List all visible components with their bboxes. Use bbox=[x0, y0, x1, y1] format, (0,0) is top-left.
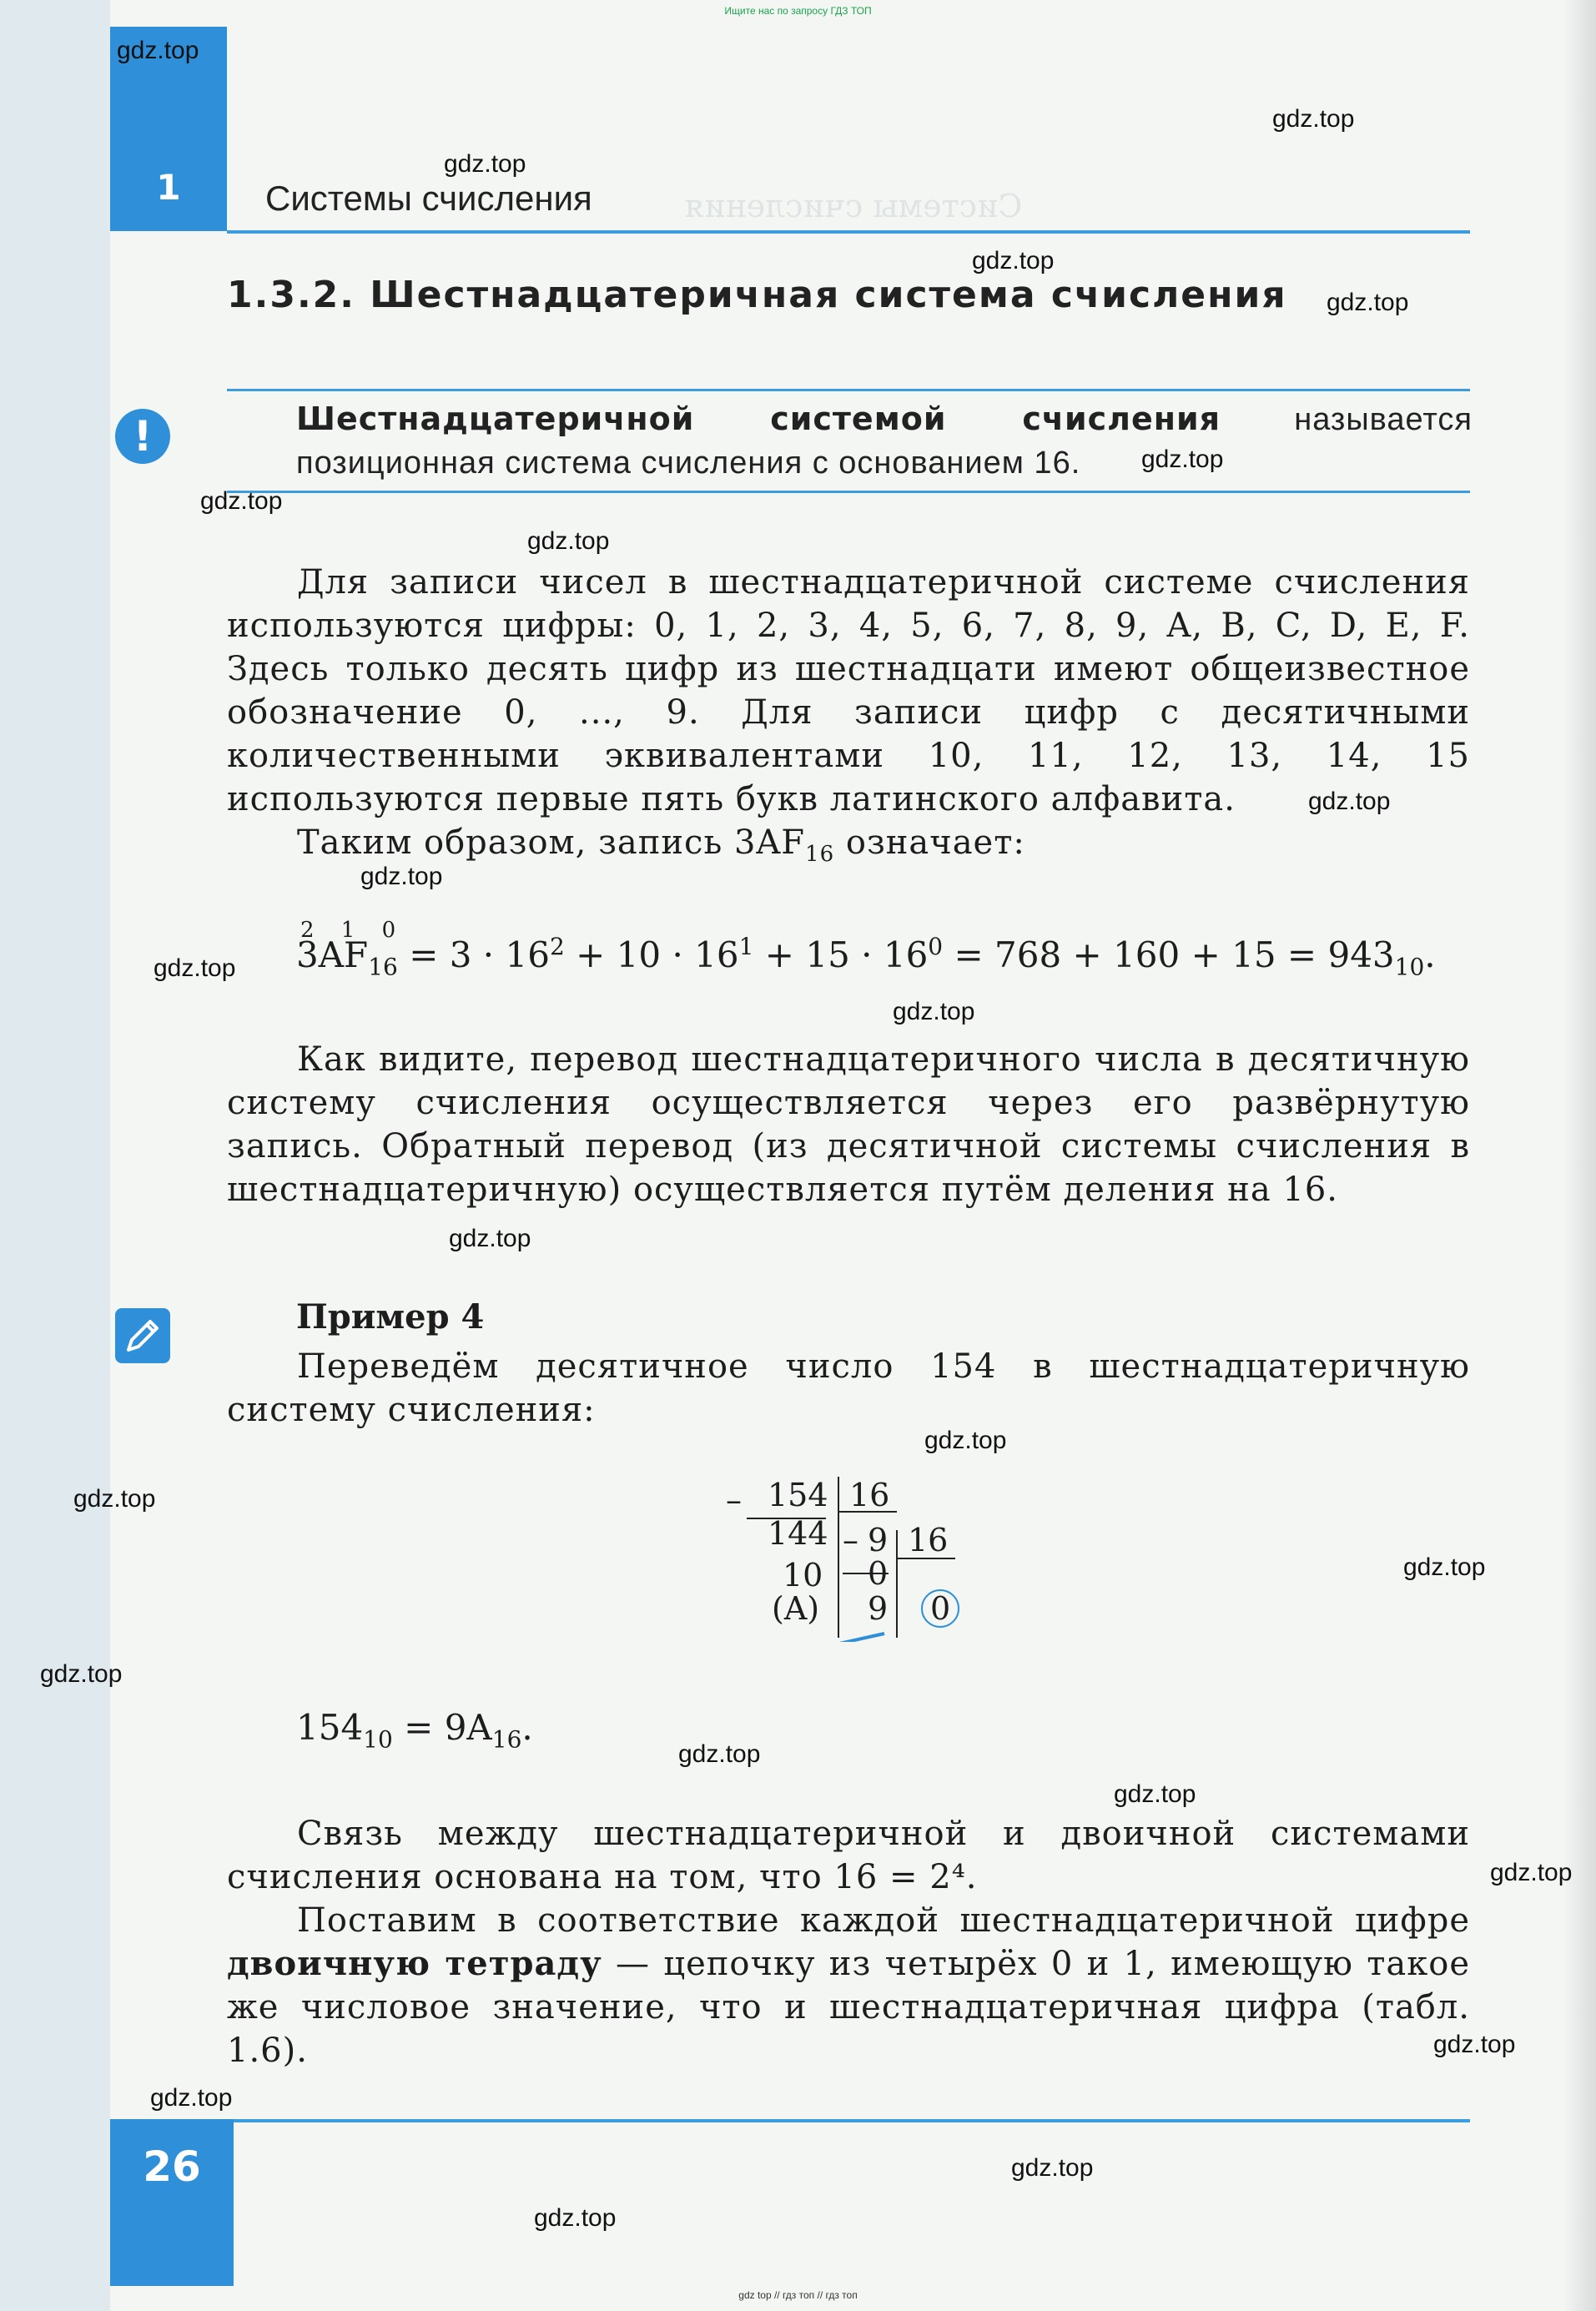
minus-sign-2: – bbox=[843, 1522, 858, 1558]
watermark-text: gdz.top bbox=[444, 150, 526, 178]
watermark-text: gdz.top bbox=[1272, 105, 1355, 133]
watermark-text: gdz.top bbox=[200, 487, 283, 515]
watermark-text: gdz.top bbox=[678, 1740, 761, 1768]
digit-position-labels: 2 1 0 bbox=[300, 918, 406, 943]
formula-power-1: 2 bbox=[549, 933, 565, 960]
definition-bottom-rule bbox=[227, 491, 1470, 493]
watermark-text: gdz.top bbox=[1308, 788, 1391, 815]
result-base-16: 16 bbox=[491, 1725, 522, 1754]
watermark-text: gdz.top bbox=[360, 863, 443, 890]
watermark-text: gdz.top bbox=[449, 1225, 531, 1252]
exclamation-icon: ! bbox=[115, 409, 170, 464]
formula-rhs: = 768 + 160 + 15 = 943 bbox=[943, 934, 1395, 975]
watermark-text: gdz.top bbox=[117, 37, 199, 64]
section-title: 1.3.2. Шестнадцатеричная система счисления bbox=[227, 274, 1287, 316]
result-hex: = 9A bbox=[392, 1707, 492, 1748]
watermark-text: gdz.top bbox=[527, 527, 610, 555]
example-text: Переведём десятичное число 154 в шестнадцатеричную систему счисления: bbox=[227, 1347, 1470, 1429]
definition-top-rule bbox=[227, 389, 1470, 391]
watermark-text: gdz.top bbox=[893, 998, 975, 1025]
result-base-10: 10 bbox=[363, 1725, 393, 1754]
expansion-formula bbox=[296, 933, 1436, 980]
definition-term: Шестнадцатеричной системой счисления bbox=[296, 400, 1221, 437]
watermark-text: gdz.top bbox=[1141, 446, 1224, 473]
watermark-text: gdz.top bbox=[1490, 1859, 1573, 1886]
formula-lhs-base: 16 bbox=[368, 953, 398, 981]
watermark-text: gdz.top bbox=[1403, 1553, 1486, 1581]
paragraph-text: Таким образом, запись 3AF bbox=[297, 823, 806, 862]
formula-lhs: 3AF bbox=[296, 934, 369, 975]
formula-power-2: 1 bbox=[738, 933, 754, 960]
chapter-rule bbox=[227, 230, 1470, 234]
divisor: 16 bbox=[849, 1477, 890, 1513]
chapter-number: 1 bbox=[156, 167, 181, 208]
conversion-result bbox=[296, 1707, 533, 1753]
paragraph-conversion: Как видите, перевод шестнадцатеричного числа в десятичную систему счисления осуществляется через его развёрнутую запись. Обратный перевод (из десятичной системы счисления в шестнадцатеричную) осуществляется путём деления на 16. bbox=[227, 1040, 1470, 1209]
dividend: 154 bbox=[768, 1477, 828, 1513]
watermark-text: gdz.top bbox=[534, 2204, 617, 2232]
formula-term-2: + 10 · 16 bbox=[564, 934, 739, 975]
result-end: . bbox=[521, 1707, 533, 1748]
watermark-text: gdz.top bbox=[154, 954, 236, 982]
definition-rest: называется позиционная система счисления с основанием 16. bbox=[296, 402, 1473, 481]
formula-end: . bbox=[1424, 934, 1436, 975]
watermark-text: gdz.top bbox=[1114, 1780, 1196, 1808]
paragraph-digits: Для записи чисел в шестнадцатеричной системе счисления используются цифры: 0, 1, 2, 3, 4, 5, 6, 7, 8, 9, A, B, C, D, E, F. Здесь только десять цифр из шестнадцати имеют общеизвестное обозначение 0, ..., 9. Для записи цифр с десятичными количественными эквивалентами 10, 11, 12, 13, 14, 15 используются первые пять букв латинского алфавита. bbox=[227, 563, 1470, 818]
watermark-text: gdz.top bbox=[1433, 2031, 1516, 2058]
page-number: 26 bbox=[143, 2142, 201, 2191]
page-margin bbox=[0, 0, 110, 2311]
page-edge-shadow bbox=[1563, 0, 1596, 2311]
tetrad-text-a: Поставим в соответствие каждой шестнадцатеричной цифре bbox=[297, 1901, 1470, 1940]
example-title: Пример 4 bbox=[296, 1297, 485, 1337]
formula-rhs-base: 10 bbox=[1394, 953, 1425, 981]
formula-term-3: + 15 · 16 bbox=[753, 934, 929, 975]
formula-power-3: 0 bbox=[928, 933, 944, 960]
long-division bbox=[726, 1475, 993, 1642]
watermark-text: gdz.top bbox=[1011, 2154, 1094, 2182]
watermark-text: gdz.top bbox=[1327, 289, 1409, 316]
chapter-title: Системы счисления bbox=[265, 179, 592, 218]
top-watermark: Ищите нас по запросу ГДЗ ТОП bbox=[724, 5, 872, 17]
tetrad-text-b: — цепочку из четырёх 0 и 1, имеющую такое же числовое значение, что и шестнадцатеричная цифра (табл. 1.6). bbox=[227, 1945, 1471, 2070]
watermark-text: gdz.top bbox=[150, 2084, 233, 2112]
watermark-text: gdz.top bbox=[73, 1485, 156, 1513]
remainder-1: 10 bbox=[783, 1557, 823, 1594]
definition-box bbox=[296, 397, 1473, 485]
paragraph-tetrads bbox=[227, 1899, 1470, 2072]
subtrahend-2: 0 bbox=[868, 1555, 889, 1592]
bottom-watermark: gdz top // гдз топ // гдз топ bbox=[738, 2289, 858, 2301]
paragraph-text-end: означает: bbox=[834, 823, 1025, 862]
subscript: 16 bbox=[805, 842, 835, 867]
minus-sign-1: – bbox=[726, 1482, 742, 1518]
footer-rule bbox=[227, 2119, 1470, 2122]
tetrad-term: двоичную тетраду bbox=[227, 1944, 602, 1983]
divisor-2: 16 bbox=[908, 1522, 949, 1558]
result-number: 154 bbox=[296, 1707, 364, 1748]
remainder-2: 9 bbox=[868, 1590, 889, 1627]
quotient-2: 0 bbox=[930, 1590, 951, 1627]
watermark-text: gdz.top bbox=[924, 1427, 1007, 1454]
paragraph-binary-link: Связь между шестнадцатеричной и двоичной системами счисления основана на том, что 16 = 2⁴. bbox=[227, 1815, 1470, 1896]
watermark-text: gdz.top bbox=[972, 247, 1055, 274]
remainder-1-hex: (A) bbox=[772, 1590, 820, 1627]
watermark-text: gdz.top bbox=[40, 1660, 123, 1688]
quotient-1: 9 bbox=[868, 1522, 889, 1558]
pencil-icon bbox=[115, 1308, 170, 1363]
subtrahend-1: 144 bbox=[768, 1515, 828, 1552]
formula-term-1: = 3 · 16 bbox=[397, 934, 550, 975]
bleed-through-text: Системы счисления bbox=[684, 188, 1023, 224]
